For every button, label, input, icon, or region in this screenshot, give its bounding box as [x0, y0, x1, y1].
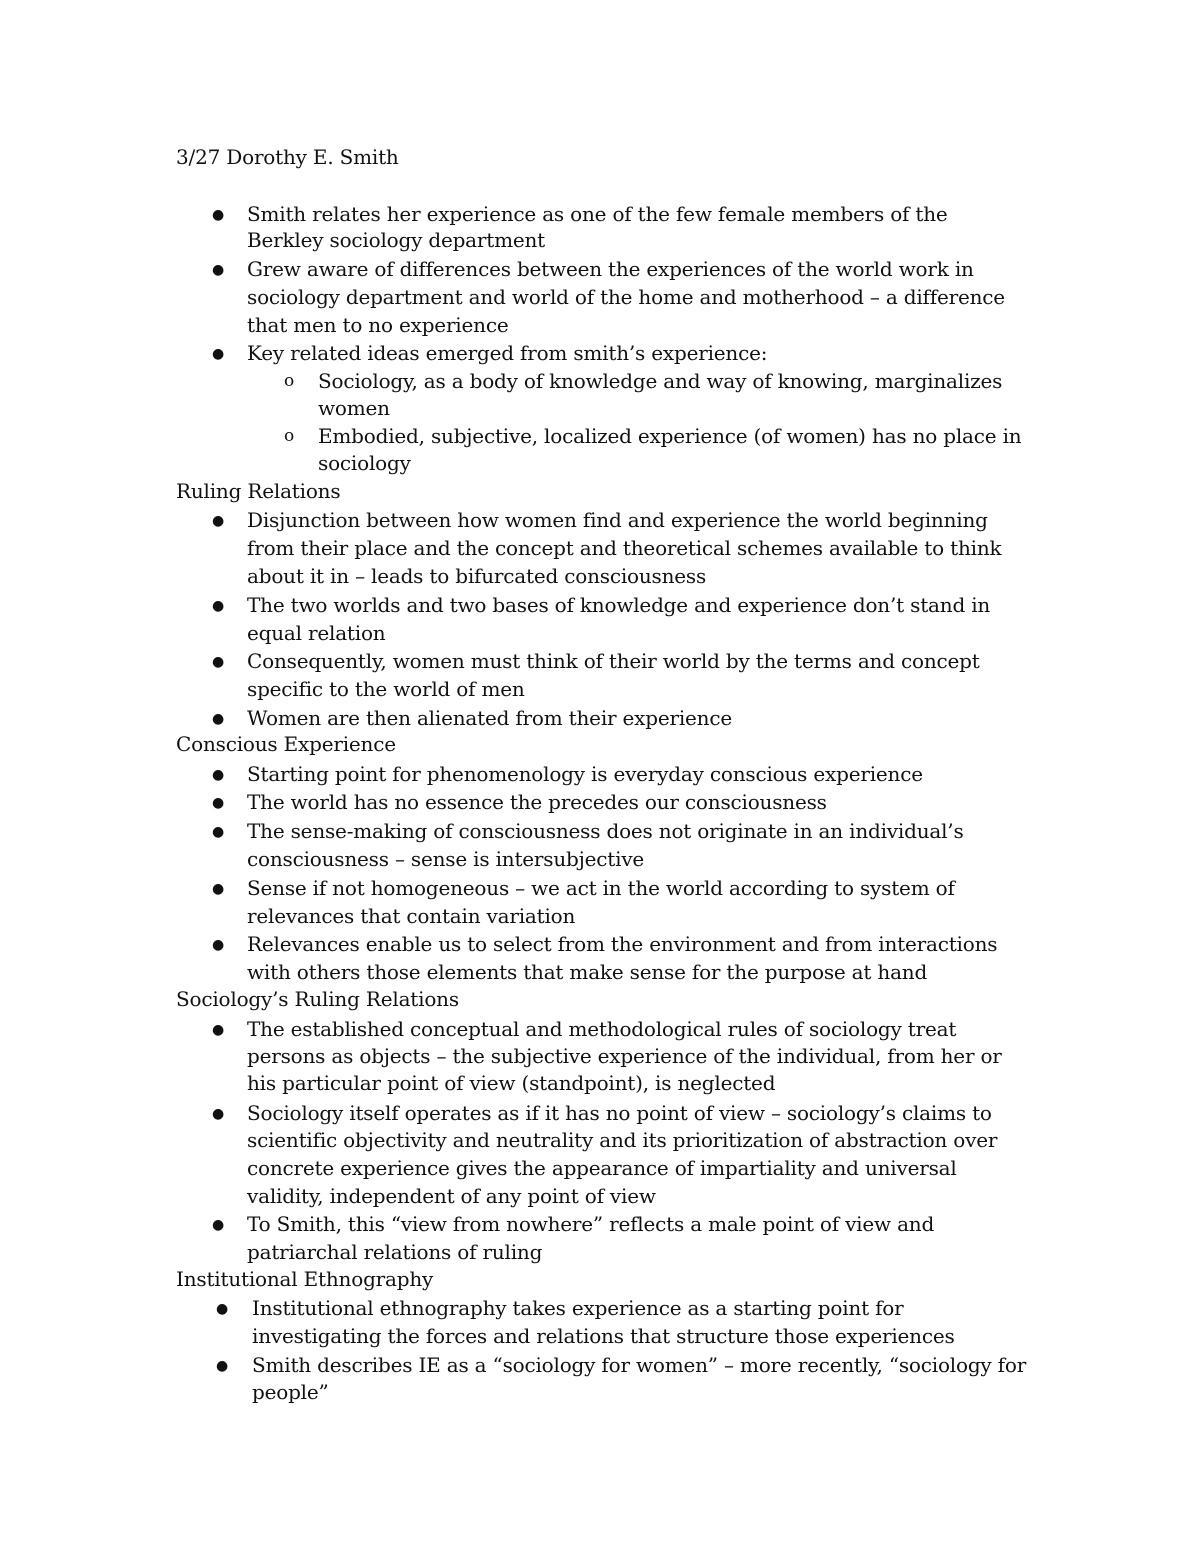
bullet-icon: ● — [212, 1106, 225, 1122]
bullet-icon: ● — [212, 937, 225, 953]
bullet-text: Starting point for phenomenology is everyday conscious experience — [247, 762, 923, 786]
bullet-text: relevances that contain variation — [247, 904, 576, 928]
bullet-icon: ● — [212, 795, 225, 811]
bullet-text: The sense-making of consciousness does not originate in an individual’s — [247, 819, 964, 843]
bullet-icon: ● — [212, 513, 225, 529]
bullet-text: his particular point of view (standpoint), is neglected — [247, 1071, 776, 1095]
bullet-text: Key related ideas emerged from smith’s experience: — [247, 341, 768, 365]
bullet-icon: ● — [212, 824, 225, 840]
bullet-text: consciousness – sense is intersubjective — [247, 847, 645, 871]
bullet-text: that men to no experience — [247, 313, 509, 337]
bullet-text: Institutional ethnography takes experience as a starting point for — [252, 1296, 904, 1320]
bullet-text: about it in – leads to bifurcated consciousness — [247, 564, 707, 588]
bullet-text: Sociology itself operates as if it has no point of view – sociology’s claims to — [247, 1101, 992, 1125]
bullet-text: validity, independent of any point of view — [247, 1184, 656, 1208]
bullet-text: Smith describes IE as a “sociology for women” – more recently, “sociology for — [252, 1353, 1027, 1377]
bullet-text: To Smith, this “view from nowhere” reflects a male point of view and — [247, 1212, 935, 1236]
bullet-text: concrete experience gives the appearance of impartiality and universal — [247, 1156, 957, 1180]
sub-bullet-text: women — [318, 396, 390, 420]
bullet-icon: ● — [212, 767, 225, 783]
bullet-icon: ● — [212, 207, 225, 223]
section-heading: Sociology’s Ruling Relations — [176, 987, 459, 1011]
bullet-text: Relevances enable us to select from the environment and from interactions — [247, 932, 998, 956]
section-heading: Conscious Experience — [176, 732, 396, 756]
bullet-text: Women are then alienated from their experience — [247, 706, 732, 730]
bullet-icon: ● — [212, 1022, 225, 1038]
section-heading: Ruling Relations — [176, 479, 341, 503]
section-heading: Institutional Ethnography — [176, 1267, 434, 1291]
sub-bullet-icon: o — [284, 426, 295, 446]
bullet-text: persons as objects – the subjective experience of the individual, from her or — [247, 1044, 1002, 1068]
bullet-text: with others those elements that make sense for the purpose at hand — [247, 960, 928, 984]
bullet-text: equal relation — [247, 621, 386, 645]
bullet-text: specific to the world of men — [247, 677, 525, 701]
bullet-text: Smith relates her experience as one of the few female members of the — [247, 202, 948, 226]
bullet-icon: ● — [212, 598, 225, 614]
bullet-icon: ● — [216, 1301, 229, 1317]
bullet-text: Grew aware of differences between the experiences of the world work in — [247, 257, 974, 281]
bullet-text: The two worlds and two bases of knowledge and experience don’t stand in — [247, 593, 991, 617]
bullet-icon: ● — [212, 346, 225, 362]
bullet-icon: ● — [212, 881, 225, 897]
bullet-text: people” — [252, 1380, 329, 1404]
bullet-text: Consequently, women must think of their world by the terms and concept — [247, 649, 980, 673]
bullet-text: investigating the forces and relations that structure those experiences — [252, 1324, 955, 1348]
bullet-text: Sense if not homogeneous – we act in the world according to system of — [247, 876, 955, 900]
bullet-icon: ● — [212, 654, 225, 670]
bullet-text: Disjunction between how women find and experience the world beginning — [247, 508, 988, 532]
sub-bullet-icon: o — [284, 371, 295, 391]
bullet-text: scientific objectivity and neutrality and its prioritization of abstraction over — [247, 1128, 998, 1152]
bullet-icon: ● — [212, 1217, 225, 1233]
sub-bullet-text: Embodied, subjective, localized experience (of women) has no place in — [318, 424, 1022, 448]
bullet-text: The world has no essence the precedes our consciousness — [247, 790, 827, 814]
bullet-text: patriarchal relations of ruling — [247, 1240, 543, 1264]
bullet-icon: ● — [212, 262, 225, 278]
bullet-text: sociology department and world of the home and motherhood – a difference — [247, 285, 1005, 309]
sub-bullet-text: Sociology, as a body of knowledge and way of knowing, marginalizes — [318, 369, 1003, 393]
bullet-icon: ● — [216, 1358, 229, 1374]
sub-bullet-text: sociology — [318, 451, 411, 475]
bullet-text: The established conceptual and methodological rules of sociology treat — [247, 1017, 957, 1041]
bullet-icon: ● — [212, 711, 225, 727]
page-title: 3/27 Dorothy E. Smith — [176, 145, 399, 169]
bullet-text: from their place and the concept and theoretical schemes available to think — [247, 536, 1002, 560]
bullet-text: Berkley sociology department — [247, 228, 546, 252]
